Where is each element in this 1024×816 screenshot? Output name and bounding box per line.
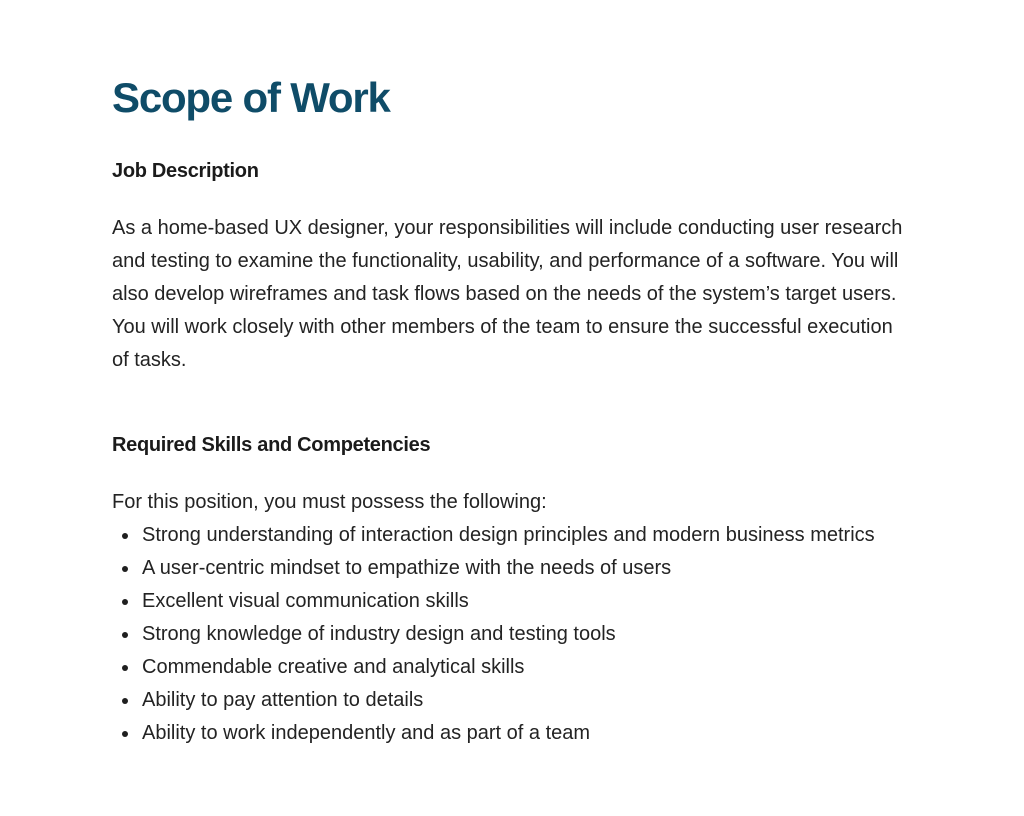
job-description-heading: Job Description <box>112 160 259 182</box>
skill-list-item <box>142 585 942 618</box>
bullet-icon <box>122 698 128 704</box>
skill-list-item <box>142 651 942 684</box>
skill-text: Ability to pay attention to details <box>142 689 424 711</box>
skills-intro-text: For this position, you must possess the following: <box>112 491 547 513</box>
bullet-icon <box>122 566 128 572</box>
skill-list-item <box>142 552 942 585</box>
skill-list-item <box>142 684 942 717</box>
job-description-text: As a home-based UX designer, your responsibilities will include conducting user research and testing to examine the functionality, usability, and performance of a software. You will also develop wireframes and task flows based on the needs of the system’s target users. You will work closely with other members of the team to ensure the successful execution of tasks. <box>112 217 903 371</box>
skill-text: Ability to work independently and as part of a team <box>142 722 591 744</box>
skill-text: Strong understanding of interaction design principles and modern business metrics <box>142 524 875 546</box>
skill-text: Strong knowledge of industry design and testing tools <box>142 623 616 645</box>
skill-list-item <box>142 618 942 651</box>
bullet-icon <box>122 731 128 737</box>
bullet-icon <box>122 533 128 539</box>
bullet-icon <box>122 665 128 671</box>
skill-list-item <box>142 519 942 552</box>
page-title: Scope of Work <box>112 74 390 121</box>
skill-text: Excellent visual communication skills <box>142 590 469 612</box>
bullet-icon <box>122 599 128 605</box>
skill-text: A user-centric mindset to empathize with the needs of users <box>142 557 672 579</box>
bullet-icon <box>122 632 128 638</box>
skills-list <box>112 519 942 750</box>
skills-heading: Required Skills and Competencies <box>112 434 431 456</box>
skill-text: Commendable creative and analytical skills <box>142 656 525 678</box>
skill-list-item <box>142 717 942 750</box>
